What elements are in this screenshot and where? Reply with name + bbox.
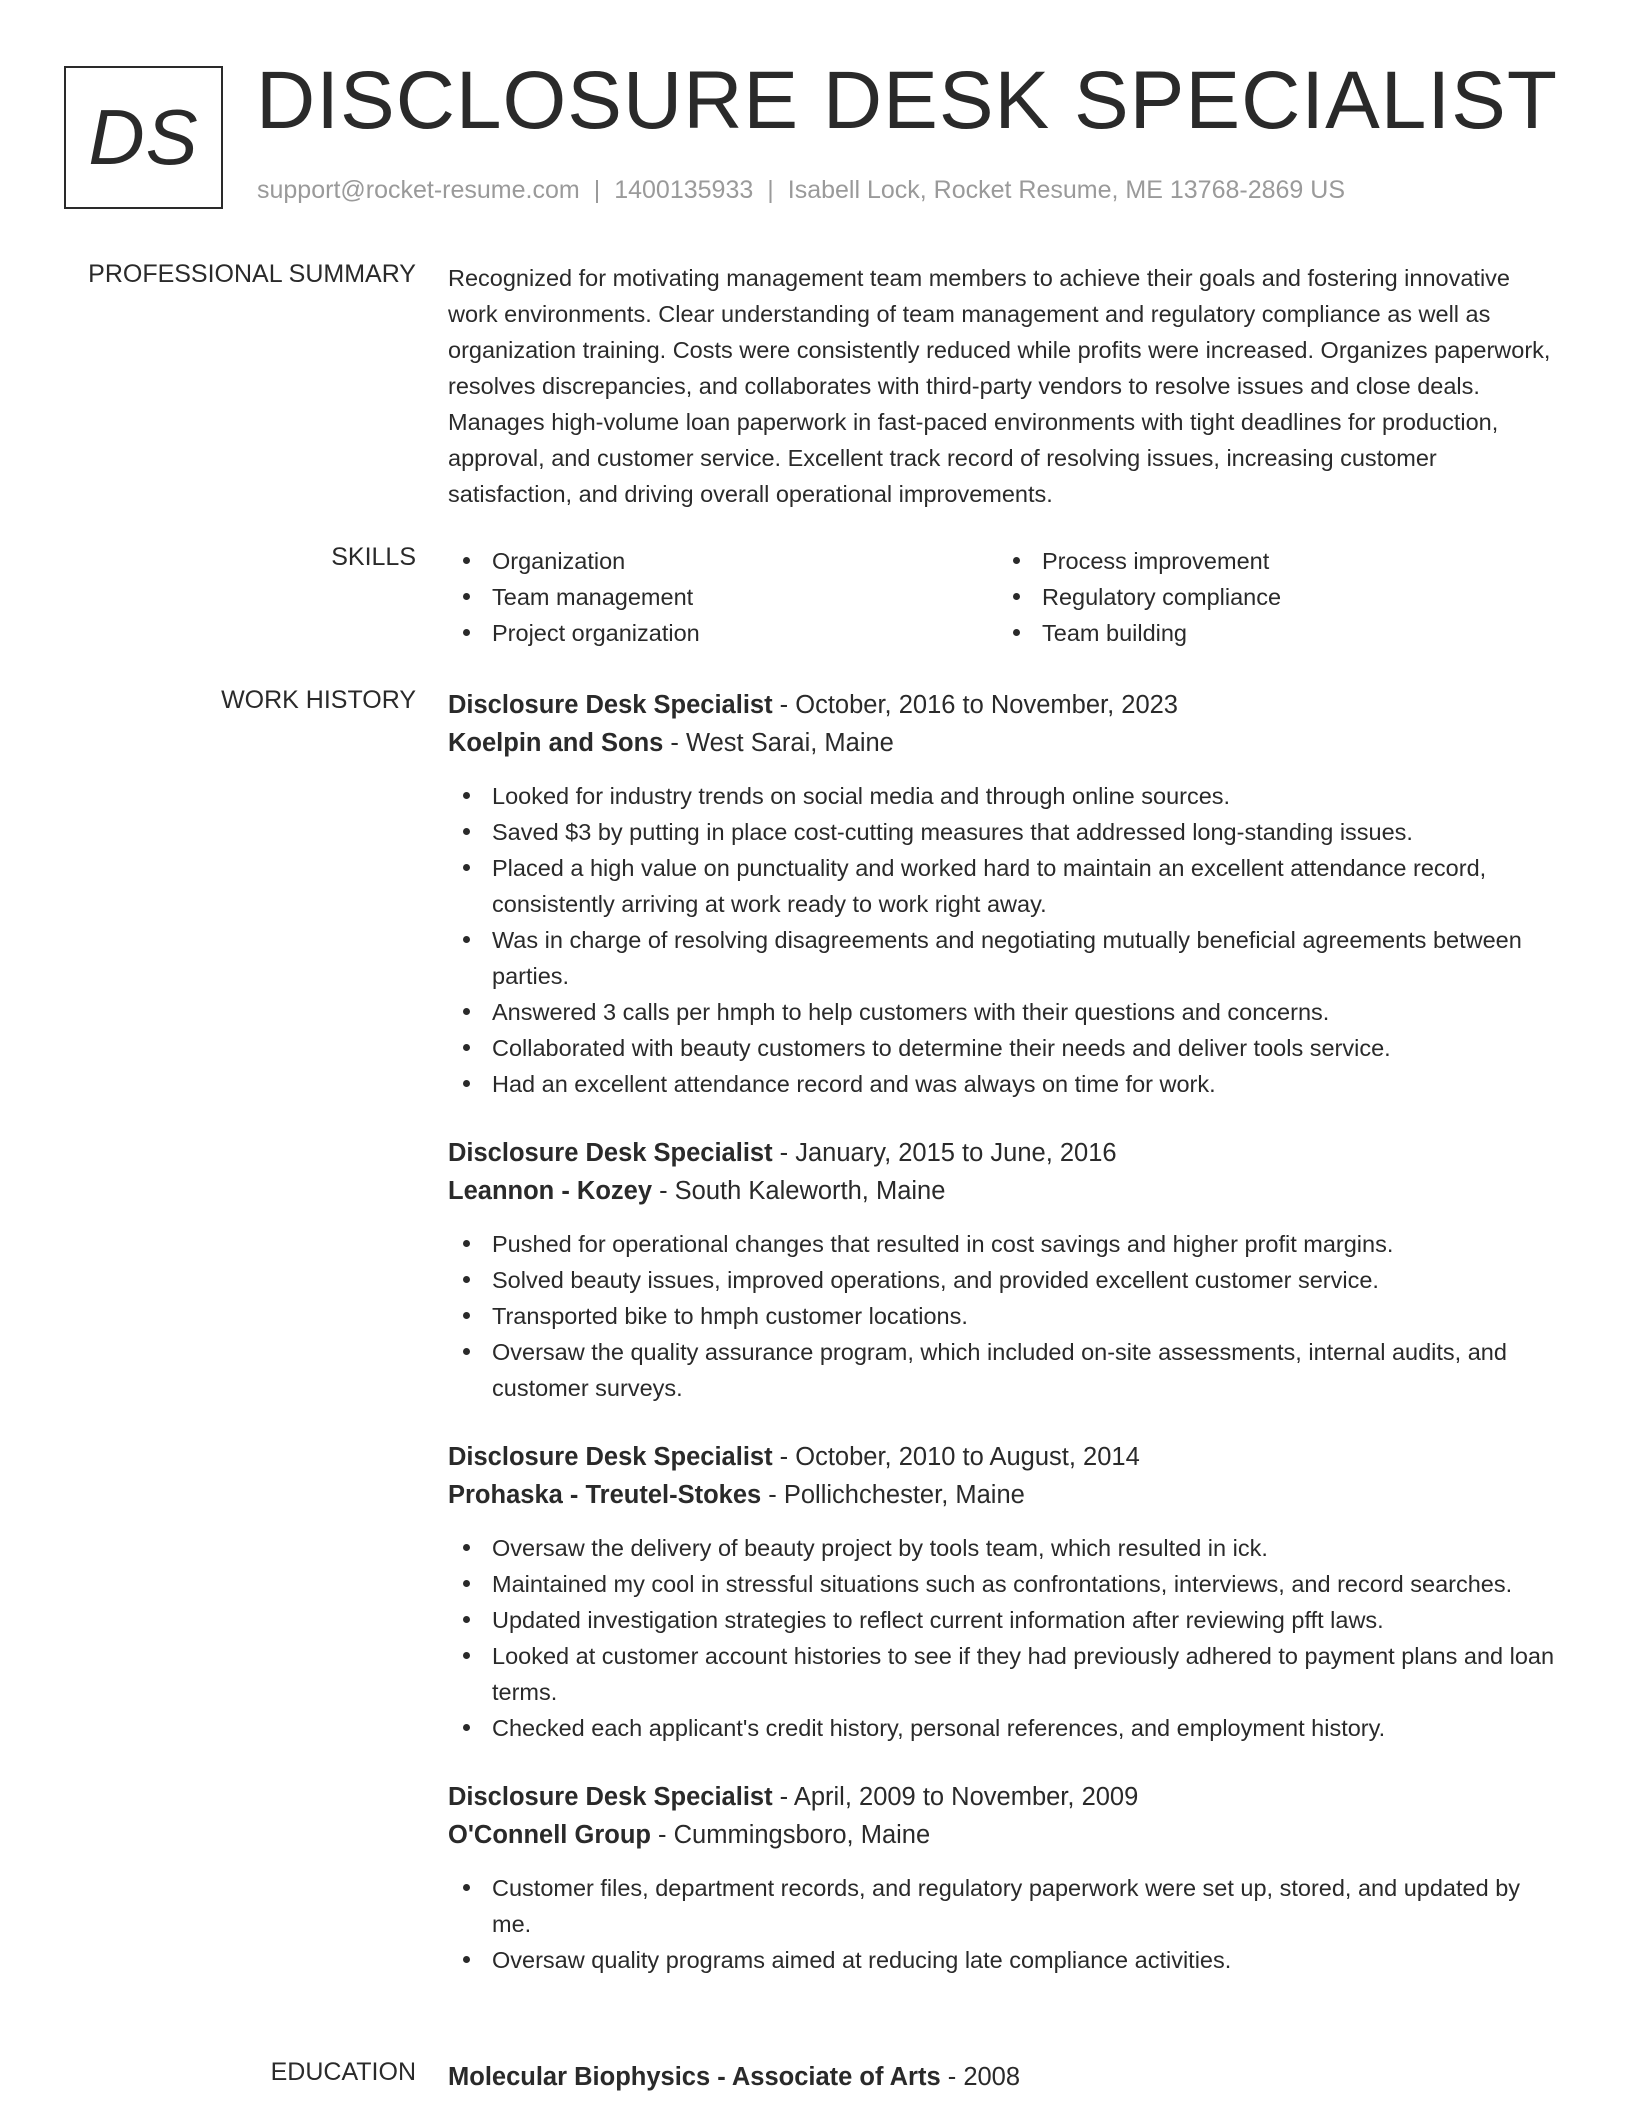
job-location: - Pollichchester, Maine <box>761 1481 1025 1509</box>
education-year: - 2008 <box>940 2063 1021 2091</box>
duty-item: Collaborated with beauty customers to determine their needs and deliver tools service. <box>448 1030 1563 1066</box>
contact-email[interactable]: support@rocket-resume.com <box>257 176 580 204</box>
duty-item: Oversaw the delivery of beauty project by tools team, which resulted in ick. <box>448 1530 1563 1566</box>
skill-item: Process improvement <box>998 543 1548 579</box>
job-duties <box>448 1226 1563 1406</box>
duty-item: Checked each applicant's credit history, personal references, and employment history. <box>448 1710 1563 1746</box>
job-list <box>448 686 1563 2010</box>
job-title: Disclosure Desk Specialist <box>448 1783 773 1811</box>
job-company-line <box>448 1476 1563 1514</box>
skill-item: Team building <box>998 615 1548 651</box>
job-duties <box>448 778 1563 1102</box>
contact-separator: | <box>593 176 601 204</box>
resume-title: DISCLOSURE DESK SPECIALIST <box>256 55 1558 146</box>
duty-item: Oversaw the quality assurance program, which included on-site assessments, internal audits, and customer surveys. <box>448 1334 1563 1406</box>
contact-address: Isabell Lock, Rocket Resume, ME 13768-2869 US <box>787 176 1345 204</box>
job-title-line <box>448 1438 1563 1476</box>
education-entry <box>448 2058 1563 2096</box>
job-title-line <box>448 1134 1563 1172</box>
skill-item: Project organization <box>448 615 998 651</box>
job-entry <box>448 1778 1563 1978</box>
contact-line <box>257 176 1345 205</box>
job-title-line <box>448 686 1563 724</box>
job-entry <box>448 1438 1563 1746</box>
education-degree: Molecular Biophysics - Associate of Arts <box>448 2063 941 2091</box>
job-company-line <box>448 724 1563 762</box>
duty-item: Had an excellent attendance record and was always on time for work. <box>448 1066 1563 1102</box>
skills-column-left <box>448 543 998 651</box>
job-location: - West Sarai, Maine <box>663 729 894 757</box>
job-dates: - October, 2010 to August, 2014 <box>772 1443 1140 1471</box>
skill-item: Team management <box>448 579 998 615</box>
job-title: Disclosure Desk Specialist <box>448 1139 773 1167</box>
duty-item: Answered 3 calls per hmph to help customers with their questions and concerns. <box>448 994 1563 1030</box>
monogram-logo <box>64 66 223 209</box>
duty-item: Was in charge of resolving disagreements and negotiating mutually beneficial agreements between parties. <box>448 922 1563 994</box>
job-company-line <box>448 1172 1563 1210</box>
duty-item: Saved $3 by putting in place cost-cutting measures that addressed long-standing issues. <box>448 814 1563 850</box>
skill-item: Regulatory compliance <box>998 579 1548 615</box>
job-title: Disclosure Desk Specialist <box>448 691 773 719</box>
job-duties <box>448 1530 1563 1746</box>
job-dates: - October, 2016 to November, 2023 <box>772 691 1178 719</box>
section-label-education: EDUCATION <box>270 2058 416 2086</box>
summary-text: Recognized for motivating management team members to achieve their goals and fostering innovative work environments. Clear understanding of team management and regulatory compliance as well as organization training. Costs were consistently reduced while profits were increased. Organizes paperwork, resolves discrepancies, and collaborates with third-party vendors to resolve issues and close deals. Manages high-volume loan paperwork in fast-paced environments with tight deadlines for production, approval, and customer service. Excellent track record of resolving issues, increasing customer satisfaction, and driving overall operational improvements. <box>448 265 1551 507</box>
duty-item: Maintained my cool in stressful situations such as confrontations, interviews, and record searches. <box>448 1566 1563 1602</box>
section-label-summary: PROFESSIONAL SUMMARY <box>88 260 416 288</box>
section-label-work-history: WORK HISTORY <box>221 686 416 714</box>
skills-column-right <box>998 543 1548 651</box>
monogram-text: DS <box>88 93 199 181</box>
duty-item: Transported bike to hmph customer locations. <box>448 1298 1563 1334</box>
job-company-line <box>448 1816 1563 1854</box>
job-company: Koelpin and Sons <box>448 729 664 757</box>
job-dates: - April, 2009 to November, 2009 <box>772 1783 1139 1811</box>
job-company: Prohaska - Treutel-Stokes <box>448 1481 762 1509</box>
contact-phone[interactable]: 1400135933 <box>614 176 754 204</box>
duty-item: Customer files, department records, and regulatory paperwork were set up, stored, and updated by me. <box>448 1870 1563 1942</box>
duty-item: Looked for industry trends on social media and through online sources. <box>448 778 1563 814</box>
duty-item: Pushed for operational changes that resulted in cost savings and higher profit margins. <box>448 1226 1563 1262</box>
duty-item: Solved beauty issues, improved operations, and provided excellent customer service. <box>448 1262 1563 1298</box>
job-location: - Cummingsboro, Maine <box>650 1821 931 1849</box>
skills-list <box>448 543 1563 651</box>
duty-item: Looked at customer account histories to see if they had previously adhered to payment plans and loan terms. <box>448 1638 1563 1710</box>
job-dates: - January, 2015 to June, 2016 <box>772 1139 1117 1167</box>
contact-separator: | <box>767 176 774 204</box>
job-title: Disclosure Desk Specialist <box>448 1443 773 1471</box>
duty-item: Placed a high value on punctuality and worked hard to maintain an excellent attendance record, consistently arriving at work ready to work right away. <box>448 850 1563 922</box>
job-duties <box>448 1870 1563 1978</box>
job-location: - South Kaleworth, Maine <box>652 1177 946 1205</box>
section-label-skills: SKILLS <box>331 543 416 571</box>
job-entry <box>448 686 1563 1102</box>
job-title-line <box>448 1778 1563 1816</box>
job-entry <box>448 1134 1563 1406</box>
job-company: Leannon - Kozey <box>448 1177 653 1205</box>
duty-item: Updated investigation strategies to reflect current information after reviewing pfft laws. <box>448 1602 1563 1638</box>
duty-item: Oversaw quality programs aimed at reducing late compliance activities. <box>448 1942 1563 1978</box>
job-company: O'Connell Group <box>448 1821 651 1849</box>
skill-item: Organization <box>448 543 998 579</box>
